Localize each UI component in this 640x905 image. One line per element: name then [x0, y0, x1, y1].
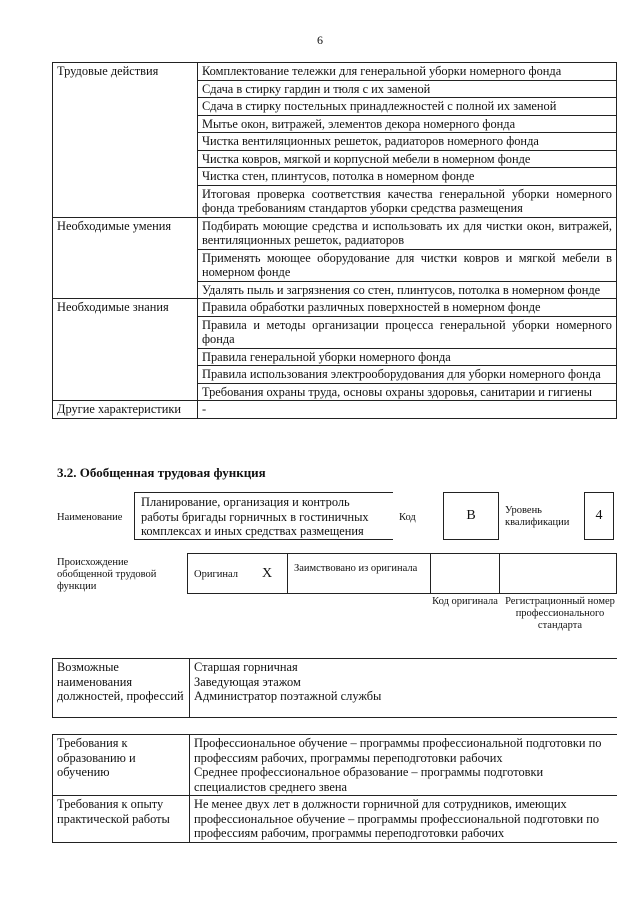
section-title: 3.2. Обобщенная трудовая функция: [57, 465, 266, 480]
table-cell: Комплектование тележки для генеральной уборки номерного фонда: [198, 63, 617, 81]
divider: [499, 553, 500, 594]
list-item: Заведующая этажом: [194, 674, 301, 689]
table-row: [53, 659, 618, 718]
table-cell: Подбирать моющие средства и использовать их для чистки окон, витражей, вентиляционных решеток, радиаторов: [198, 217, 617, 249]
work-functions-table: [52, 62, 617, 419]
original-label: Оригинал: [194, 569, 238, 580]
table-row: [53, 299, 617, 317]
level-label: Уровень квалификации: [505, 505, 570, 528]
page-number: 6: [317, 33, 323, 47]
list-item: Профессиональное обучение – программы профессиональной подготовки по профессиям рабочих, программы переподготовки рабочих: [194, 736, 602, 765]
row-label-other: Другие характеристики: [53, 401, 198, 419]
table-row: [53, 63, 617, 81]
code-original-label: Код оригинала: [432, 596, 498, 607]
table-cell: Сдача в стирку гардин и тюля с их заменой: [198, 80, 617, 98]
table-row: [53, 735, 618, 796]
table-row: [53, 401, 617, 419]
table-cell: -: [198, 401, 617, 419]
table-row: [53, 796, 618, 843]
code-label: Код: [399, 512, 416, 523]
borrowed-label: Заимствовано из оригинала: [294, 563, 418, 574]
table-cell: Правила и методы организации процесса генеральной уборки номерного фонда: [198, 316, 617, 348]
table-cell: Чистка ковров, мягкой и корпусной мебели в номерном фонде: [198, 150, 617, 168]
table-cell: Чистка стен, плинтусов, потолка в номерном фонде: [198, 168, 617, 186]
divider: [430, 553, 431, 594]
name-value: Планирование, организация и контроль работы бригады горничных в гостиничных комплексах и иных средствах размещения: [134, 492, 393, 540]
table-cell: Не менее двух лет в должности горничной для сотрудников, имеющих профессиональное обучение – программы профессиональной подготовки по профессиям рабочим, программы переподготовки рабочих: [190, 796, 618, 843]
requirements-table: [52, 734, 617, 843]
table-cell: [190, 735, 618, 796]
list-item: Старшая горничная: [194, 660, 298, 674]
row-label-titles: Возможные наименования должностей, профессий: [53, 659, 190, 718]
table-cell: Правила генеральной уборки номерного фонда: [198, 348, 617, 366]
list-item: Администратор поэтажной службы: [194, 689, 382, 703]
level-value: 4: [584, 492, 614, 540]
table-cell: Правила обработки различных поверхностей в номерном фонде: [198, 299, 617, 317]
table-cell: Требования охраны труда, основы охраны здоровья, санитарии и гигиены: [198, 383, 617, 401]
job-titles-table: [52, 658, 617, 718]
divider: [287, 553, 288, 594]
row-label-knowledge: Необходимые знания: [53, 299, 198, 401]
row-label-education: Требования к образованию и обучению: [53, 735, 190, 796]
table-cell: Правила использования электрооборудования для уборки номерного фонда: [198, 366, 617, 384]
name-label: Наименование: [57, 512, 123, 523]
row-label-experience: Требования к опыту практической работы: [53, 796, 190, 843]
table-row: [53, 217, 617, 249]
code-value: B: [443, 492, 499, 540]
origin-label: Происхождение обобщенной трудовой функции: [57, 557, 157, 592]
original-mark: X: [262, 566, 273, 581]
table-cell: Применять моющее оборудование для чистки ковров и мягкой мебели в номерном фонде: [198, 249, 617, 281]
table-cell: Итоговая проверка соответствия качества генеральной уборки номерного фонда требованиям стандартов уборки средства размещения: [198, 185, 617, 217]
table-cell: Мытье окон, витражей, элементов декора номерного фонда: [198, 115, 617, 133]
table-cell: Сдача в стирку постельных принадлежностей с полной их заменой: [198, 98, 617, 116]
table-cell: Удалять пыль и загрязнения со стен, плинтусов, потолка в номерном фонде: [198, 281, 617, 299]
reg-number-label: Регистрационный номер профессионального стандарта: [505, 596, 615, 631]
table-cell: [190, 659, 618, 718]
row-label-skills: Необходимые умения: [53, 217, 198, 299]
row-label-actions: Трудовые действия: [53, 63, 198, 218]
list-item: Среднее профессиональное образование – программы подготовки специалистов среднего звена: [194, 765, 544, 794]
table-cell: Чистка вентиляционных решеток, радиаторов номерного фонда: [198, 133, 617, 151]
